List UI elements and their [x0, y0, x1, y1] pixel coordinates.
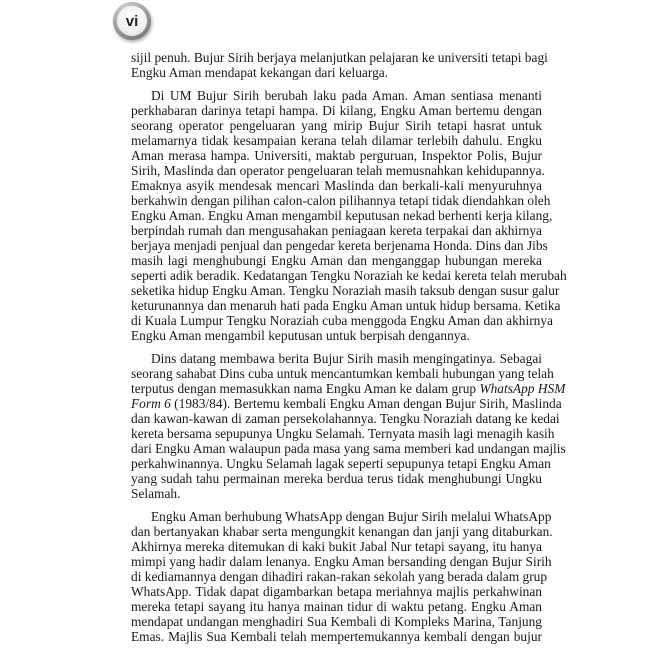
- text-line: [131, 148, 542, 163]
- paragraph: [131, 509, 553, 644]
- text-segment: seketika hidup Engku Aman. Tengku Noraziah masih taksub dengan susur galur: [131, 283, 560, 298]
- text-segment: Engku Aman. Engku Aman mengambil keputusan nekad berhenti kerja kilang,: [131, 208, 553, 223]
- text-line: [131, 599, 542, 614]
- text-line: [131, 426, 555, 441]
- text-segment: masih lagi menghubungi Engku Aman dan menganggap hubungan mereka: [131, 253, 542, 268]
- text-line: [131, 441, 566, 456]
- text-line: [131, 298, 561, 313]
- text-line: [131, 411, 560, 426]
- text-segment: Engku Aman mengambil keputusan untuk berpisah dengannya.: [131, 328, 470, 343]
- text-segment: Akhirnya mereka ditemukan di kaki bukit Jabal Nur tetapi sayang, itu hanya: [131, 539, 542, 554]
- text-segment: Sirih, Maslinda dan operator pengeluaran telah memusnahkan kehidupannya.: [131, 163, 545, 178]
- text-line: [131, 366, 554, 381]
- page-number-badge: [113, 2, 151, 40]
- text-line: [131, 539, 542, 554]
- text-line: [131, 554, 552, 569]
- text-segment: di kediamannya dengan dihadiri rakan-rakan sekolah yang berada dalam grup: [131, 569, 548, 584]
- text-segment: (1983/84). Bertemu kembali Engku Aman dengan Bujur Sirih, Maslinda: [170, 396, 562, 411]
- text-segment: Emas. Majlis Sua Kembali telah mempertemukannya kembali dengan bujur: [131, 629, 542, 644]
- text-segment: seorang sahabat Dins cuba untuk mencantumkan kembali hubungan yang telah: [131, 366, 554, 381]
- text-segment: Di UM Bujur Sirih berubah laku pada Aman. Aman sentiasa menanti: [151, 88, 542, 103]
- text-segment: Dins datang membawa berita Bujur Sirih masih mengingatinya. Sebagai: [151, 351, 542, 366]
- text-line: [131, 50, 548, 65]
- text-segment: Emaknya asyik mendesak mencari Maslinda dan berkali-kali menyuruhnya: [131, 178, 542, 193]
- text-segment: Selamah.: [131, 486, 181, 501]
- text-line: [131, 584, 542, 599]
- text-segment: yang sudah tahu permainan mereka berdua terus tidak menghubungi Ungku: [131, 471, 542, 486]
- text-line: [131, 396, 562, 411]
- text-segment: Aman merasa hampa. Universiti, maktab perguruan, Inspektor Polis, Bujur: [131, 148, 542, 163]
- text-line: [131, 223, 542, 238]
- paragraph: [131, 50, 548, 80]
- text-line: [131, 456, 551, 471]
- paragraph: [131, 351, 566, 501]
- text-line: [131, 486, 542, 501]
- text-line: [131, 629, 542, 644]
- text-segment: berkahwin dengan pilihan calon-calon pilihannya tetapi tidak diendahkan oleh: [131, 193, 551, 208]
- text-line: [131, 509, 552, 524]
- text-line: [131, 253, 542, 268]
- text-segment: perkahwinannya. Ungku Selamah lagak seperti sepupunya tetapi Engku Aman: [131, 456, 551, 471]
- text-line: [131, 118, 542, 133]
- text-line: [131, 88, 542, 103]
- text-segment: sijil penuh. Bujur Sirih berjaya melanjutkan pelajaran ke universiti tetapi bagi: [131, 50, 548, 65]
- text-line: [131, 471, 542, 486]
- text-segment: kereta bersama sepupunya Ungku Selamah. Ternyata masih lagi menagih kasih: [131, 426, 555, 441]
- text-line: [131, 65, 542, 80]
- text-line: [131, 193, 551, 208]
- text-line: [131, 268, 567, 283]
- text-segment: dan kawan-kawan di zaman persekolahannya. Tengku Noraziah datang ke kedai: [131, 411, 560, 426]
- italic-text: WhatsApp HSM: [479, 381, 566, 396]
- text-line: [131, 313, 553, 328]
- text-segment: perkhabaran darinya tetapi hampa. Di kilang, Engku Aman bertemu dengan: [131, 103, 542, 118]
- text-segment: terputus dengan memasukkan nama Engku Aman ke dalam grup: [131, 381, 480, 396]
- text-line: [131, 133, 542, 148]
- text-segment: dan bertanyakan khabar serta mengungkit kenangan dan janji yang ditaburkan.: [131, 524, 553, 539]
- text-segment: di Kuala Lumpur Tengku Noraziah cuba menggoda Engku Aman dan akhirnya: [131, 313, 553, 328]
- text-segment: berjaya menjadi penjual dan pengedar kereta berjenama Honda. Dins dan Jibs: [131, 238, 548, 253]
- text-segment: mereka tetapi sayang itu hanya mainan tidur di waktu petang. Engku Aman: [131, 599, 542, 614]
- text-segment: keturunannya dan menaruh hati pada Engku Aman untuk hidup bersama. Ketika: [131, 298, 561, 313]
- italic-text: Form 6: [131, 396, 171, 411]
- document-body: [131, 50, 567, 652]
- page-number: vi: [117, 6, 147, 36]
- text-line: [131, 614, 542, 629]
- text-segment: mimpi yang hadir dalam lenanya. Engku Aman bersanding dengan Bujur Sirih: [131, 554, 552, 569]
- text-segment: Engku Aman berhubung WhatsApp dengan Bujur Sirih melalui WhatsApp: [151, 509, 552, 524]
- text-line: [131, 178, 542, 193]
- text-line: [131, 351, 542, 366]
- text-line: [131, 569, 548, 584]
- text-line: [131, 208, 553, 223]
- text-line: [131, 163, 545, 178]
- text-segment: dari Engku Aman walaupun pada masa yang sama memberi kad undangan majlis: [131, 441, 566, 456]
- text-line: [131, 524, 553, 539]
- text-line: [131, 283, 560, 298]
- text-segment: melamarnya tidak kesampaian kerana telah dilamar terlebih dahulu. Engku: [131, 133, 542, 148]
- text-segment: seorang operator pengeluaran yang mirip Bujur Sirih tetapi hasrat untuk: [131, 118, 542, 133]
- text-segment: WhatsApp. Tidak dapat digambarkan betapa meriahnya majlis perkahwinan: [131, 584, 542, 599]
- text-line: [131, 381, 566, 396]
- text-segment: Engku Aman mendapat kekangan dari keluarga.: [131, 65, 389, 80]
- paragraph: [131, 88, 567, 343]
- text-segment: mendapat undangan menghadiri Sua Kembali di Kompleks Marina, Tanjung: [131, 614, 542, 629]
- text-line: [131, 238, 548, 253]
- text-line: [131, 103, 542, 118]
- text-segment: seperti adik beradik. Kedatangan Tengku Noraziah ke kedai kereta telah merubah: [131, 268, 567, 283]
- text-segment: berpindah rumah dan mengusahakan peniagaan kereta terpakai dan akhirnya: [131, 223, 542, 238]
- text-line: [131, 328, 542, 343]
